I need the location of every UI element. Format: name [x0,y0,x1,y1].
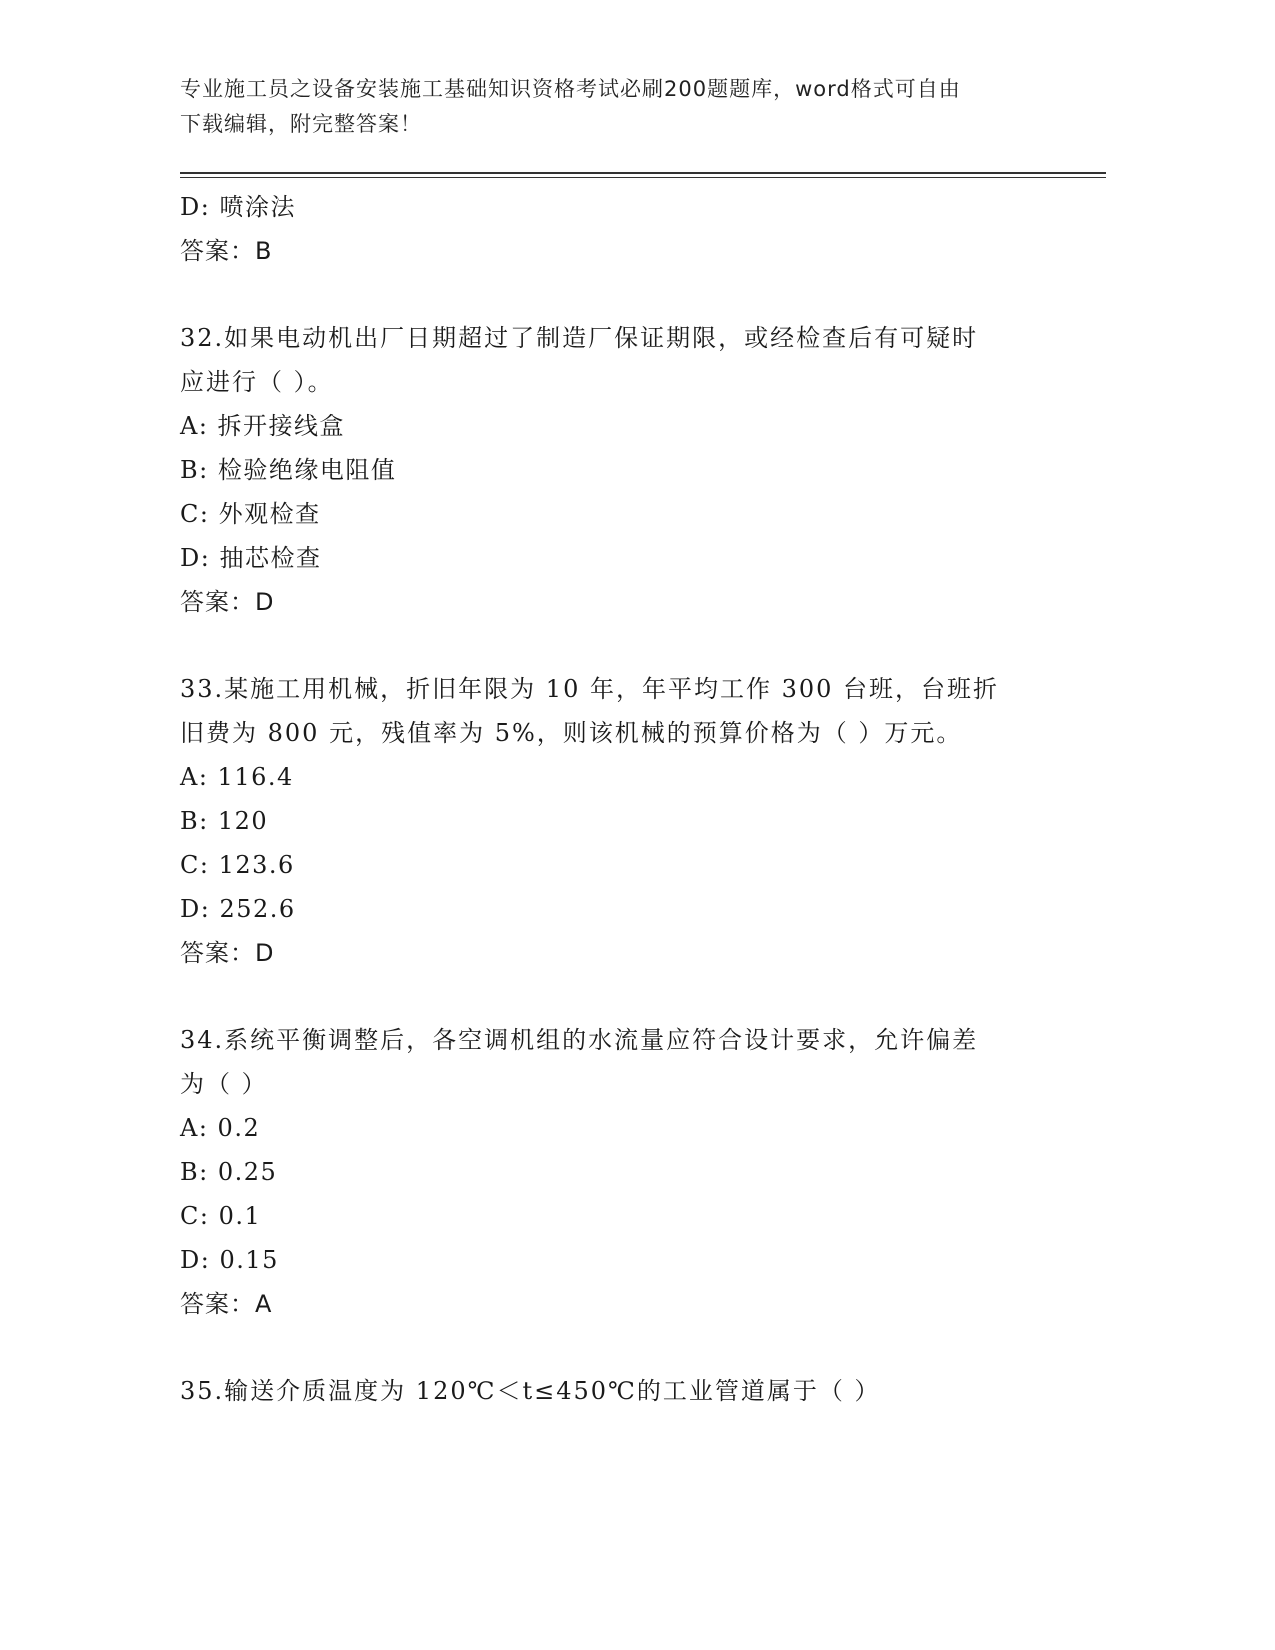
option-a: A: 116.4 [180,763,294,791]
option-b: B: 0.25 [180,1158,278,1186]
header-line-1: 专业施工员之设备安装施工基础知识资格考试必刷200题题库，word格式可自由 [180,77,961,101]
answer: 答案：D [180,939,275,967]
option-b: B: 检验绝缘电阻值 [180,456,397,484]
option-c: C: 123.6 [180,851,295,879]
spacer [180,624,1040,667]
header-divider-thick [180,172,1106,174]
option-d: D: 0.15 [180,1246,279,1274]
option-c: C: 外观检查 [180,500,321,528]
option-a: A: 0.2 [180,1114,261,1142]
question-stem: 为（ ） [180,1070,268,1098]
question-stem: 33.某施工用机械，折旧年限为 10 年，年平均工作 300 台班，台班折 [180,675,1000,703]
question-list [180,185,1040,1413]
option-d: D: 252.6 [180,895,296,923]
header-divider-thin [180,177,1106,178]
question-stem: 35.输送介质温度为 120℃＜t≤450℃的工业管道属于（ ） [180,1377,881,1405]
option-a: A: 拆开接线盒 [180,412,346,440]
option-d: D: 喷涂法 [180,193,296,221]
question-stem: 34.系统平衡调整后，各空调机组的水流量应符合设计要求，允许偏差 [180,1026,979,1054]
question-stem: 旧费为 800 元，残值率为 5%，则该机械的预算价格为（ ）万元。 [180,719,963,747]
answer: 答案：A [180,1290,273,1318]
answer: 答案：B [180,237,273,265]
header-line-2: 下载编辑，附完整答案！ [180,112,422,136]
answer: 答案：D [180,588,275,616]
spacer [180,975,1040,1018]
document-header [180,72,1060,142]
question-stem: 应进行（ ）。 [180,368,334,396]
question-stem: 32.如果电动机出厂日期超过了制造厂保证期限，或经检查后有可疑时 [180,324,979,352]
spacer [180,273,1040,316]
spacer [180,1326,1040,1369]
option-c: C: 0.1 [180,1202,262,1230]
option-d: D: 抽芯检查 [180,544,322,572]
option-b: B: 120 [180,807,269,835]
